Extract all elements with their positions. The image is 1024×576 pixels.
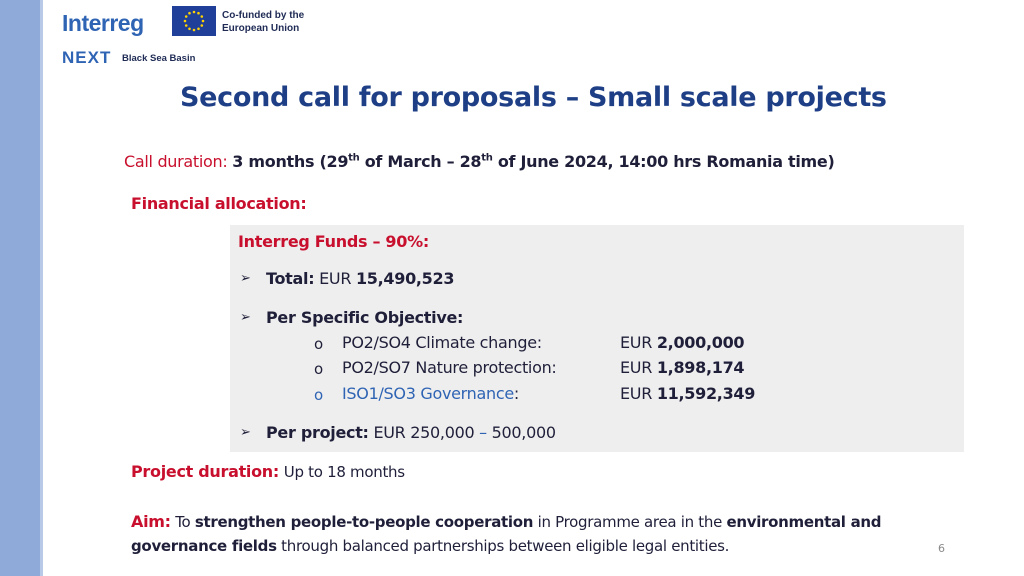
logo-brand: Interreg bbox=[62, 10, 144, 36]
logo-program: NEXT bbox=[62, 48, 112, 67]
project-duration-label: Project duration: bbox=[131, 462, 279, 481]
logo-region: Black Sea Basin bbox=[122, 53, 196, 64]
funds-panel bbox=[230, 225, 964, 452]
project-duration bbox=[131, 462, 405, 481]
funds-title: Interreg Funds – 90%: bbox=[238, 232, 429, 251]
call-duration-value: 3 months (29th of March – 28th of June 2024, 14:00 hrs Romania time) bbox=[232, 152, 835, 171]
aim-paragraph: Aim: To strengthen people-to-people cooperation in Programme area in the environmental and governance fields through balanced partnerships between eligible legal entities. bbox=[131, 512, 882, 555]
circle-bullet-icon: o bbox=[314, 386, 324, 404]
interreg-logo bbox=[62, 6, 332, 68]
arrow-bullet-icon: ➢ bbox=[240, 310, 251, 325]
circle-bullet-icon: o bbox=[314, 335, 324, 353]
total-line: Total: EUR 15,490,523 bbox=[266, 269, 455, 288]
per-project-line: Per project: EUR 250,000 – 500,000 bbox=[266, 423, 556, 442]
call-duration-label: Call duration: bbox=[124, 152, 228, 171]
eu-cofunded-text: Co-funded by the European Union bbox=[222, 10, 305, 34]
page-title: Second call for proposals – Small scale projects bbox=[180, 82, 887, 113]
circle-bullet-icon: o bbox=[314, 360, 324, 378]
financial-allocation-label: Financial allocation: bbox=[131, 194, 307, 213]
eu-flag-icon bbox=[172, 6, 216, 36]
aim-label: Aim: bbox=[131, 512, 171, 531]
objective-amount: EUR 1,898,174 bbox=[620, 358, 745, 377]
arrow-bullet-icon: ➢ bbox=[240, 271, 251, 286]
objective-label: PO2/SO7 Nature protection: bbox=[342, 358, 557, 377]
side-accent-edge bbox=[40, 0, 43, 576]
call-duration bbox=[124, 152, 834, 171]
page-number: 6 bbox=[938, 542, 945, 555]
objective-label: ISO1/SO3 Governance: bbox=[342, 384, 519, 403]
objective-label: PO2/SO4 Climate change: bbox=[342, 333, 542, 352]
per-objective-label: Per Specific Objective: bbox=[266, 308, 464, 327]
objective-amount: EUR 11,592,349 bbox=[620, 384, 756, 403]
arrow-bullet-icon: ➢ bbox=[240, 425, 251, 440]
project-duration-value: Up to 18 months bbox=[283, 463, 405, 481]
side-accent-bar bbox=[0, 0, 40, 576]
objective-amount: EUR 2,000,000 bbox=[620, 333, 745, 352]
